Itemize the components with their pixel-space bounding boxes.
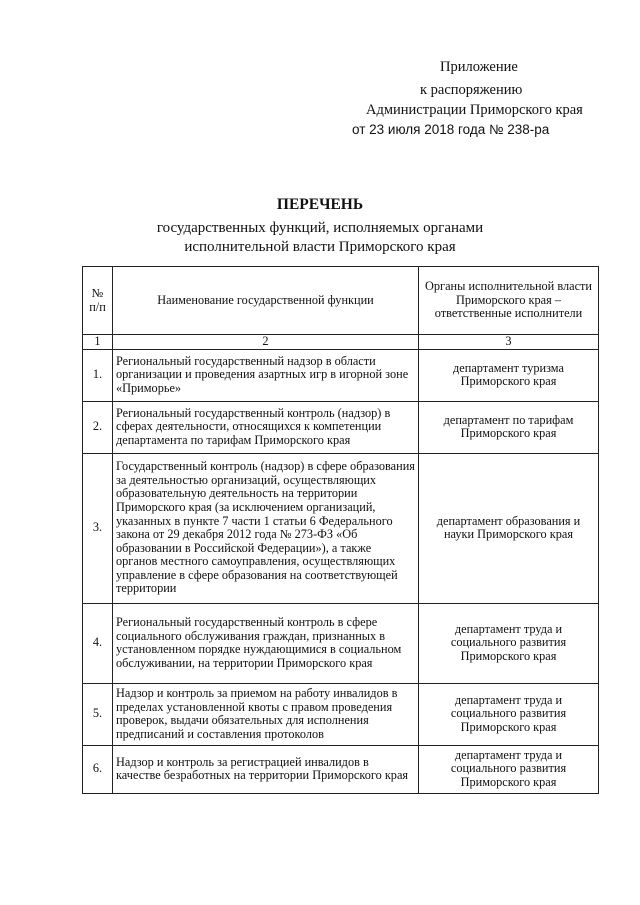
document-subtitle-line1: государственных функций, исполняемых органами (156, 220, 484, 236)
appendix-to-order: к распоряжению (420, 82, 523, 98)
row-function: Надзор и контроль за приемом на работу инвалидов в пределах установленной квоты с правом проведения проверок, выдачи обязательных для исполнения предписаний и составления протоколов (113, 683, 419, 745)
table-row (83, 603, 599, 683)
document-title: ПЕРЕЧЕНЬ (276, 196, 364, 213)
row-organ: департамент туризма Приморского края (419, 349, 599, 401)
row-function: Региональный государственный надзор в области организации и проведения азартных игр в игорной зоне «Приморье» (113, 349, 419, 401)
row-organ: департамент образования и науки Приморского края (419, 453, 599, 603)
row-number: 2. (83, 401, 113, 453)
appendix-label: Приложение (440, 59, 518, 75)
header-num: № п/п (83, 267, 113, 335)
column-number: 1 (83, 335, 113, 350)
column-number: 3 (419, 335, 599, 350)
row-organ: департамент труда и социального развития Приморского края (419, 745, 599, 793)
row-organ: департамент по тарифам Приморского края (419, 401, 599, 453)
row-function: Надзор и контроль за регистрацией инвалидов в качестве безработных на территории Приморского края (113, 745, 419, 793)
document-subtitle-line2: исполнительной власти Приморского края (184, 239, 456, 255)
table-row (83, 745, 599, 793)
row-number: 4. (83, 603, 113, 683)
row-function: Государственный контроль (надзор) в сфере образования за деятельностью организаций, осуществляющих образовательную деятельность на территории Приморского края (за исключением организаций, указанных в пункте 7 части 1 статьи 6 Федерального закона от 29 декабря 2012 года № 273-ФЗ «Об образовании в Российской Федерации»), а также органов местного самоуправления, осуществляющих управление в сфере образования на соответствующей территории (113, 453, 419, 603)
row-organ: департамент труда и социального развития Приморского края (419, 683, 599, 745)
column-number: 2 (113, 335, 419, 350)
row-number: 5. (83, 683, 113, 745)
row-function: Региональный государственный контроль (надзор) в сферах деятельности, относящихся к компетенции департамента по тарифам Приморского края (113, 401, 419, 453)
header-function: Наименование государственной функции (113, 267, 419, 335)
table-row (83, 349, 599, 401)
row-number: 1. (83, 349, 113, 401)
table-row (83, 453, 599, 603)
table-row (83, 683, 599, 745)
table-row (83, 401, 599, 453)
row-function: Региональный государственный контроль в сфере социального обслуживания граждан, признанных в установленном порядке нуждающимися в социальном обслуживании, на территории Приморского края (113, 603, 419, 683)
row-organ: департамент труда и социального развития Приморского края (419, 603, 599, 683)
row-number: 6. (83, 745, 113, 793)
column-number-row (83, 335, 599, 350)
appendix-date-number: от 23 июля 2018 года № 238-ра (352, 122, 550, 137)
row-number: 3. (83, 453, 113, 603)
table-header-row (83, 267, 599, 335)
header-organs: Органы исполнительной власти Приморского края – ответственные исполнители (419, 267, 599, 335)
appendix-administration: Администрации Приморского края (366, 102, 583, 118)
functions-table (82, 266, 599, 794)
